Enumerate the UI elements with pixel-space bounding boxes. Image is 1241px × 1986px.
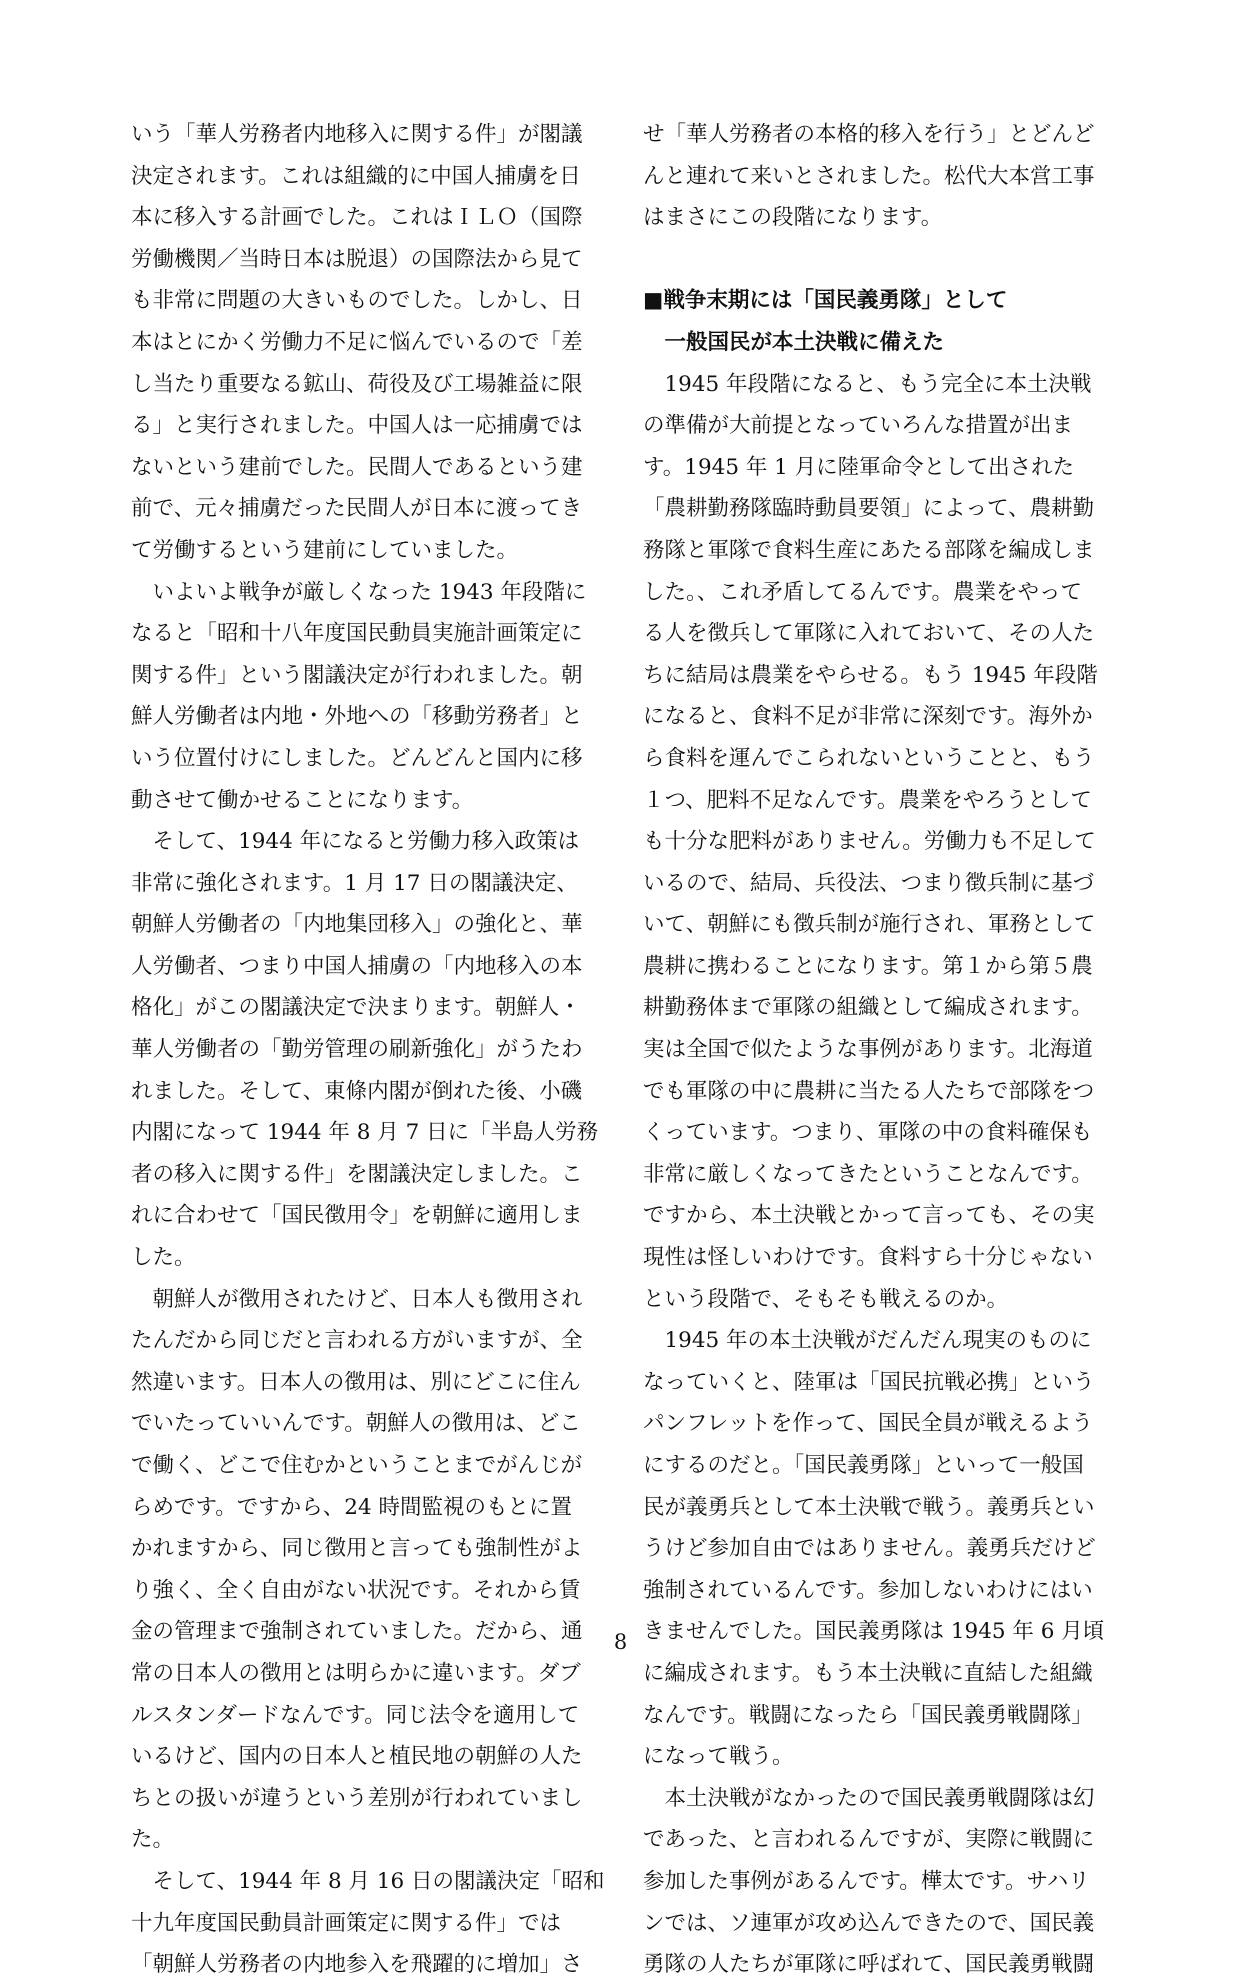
- text-line: 耕勤務体まで軍隊の組織として編成されます。: [643, 995, 1093, 1021]
- text-line: になって戦う。: [643, 1744, 794, 1770]
- text-line: 人労働者、つまり中国人捕虜の「内地移入の本: [131, 953, 583, 979]
- text-line: 動させて働かせることになります。: [131, 787, 474, 813]
- text-line: いて、朝鮮にも徴兵制が施行され、軍務として: [643, 912, 1096, 938]
- text-line: 1945 年段階になると、もう完全に本土決戦: [643, 371, 1092, 397]
- right-column-continuation: [643, 114, 1095, 239]
- text-line: 朝鮮人労働者の「内地集団移入」の強化と、華: [131, 912, 583, 938]
- text-line: そして、1944 年 8 月 16 日の閣議決定「昭和: [131, 1868, 605, 1894]
- text-line: ら食料を運んでこられないということと、もう: [643, 745, 1095, 771]
- text-line: 農耕に携わることになります。第１から第５農: [643, 953, 1093, 979]
- page-number: 8: [613, 1630, 628, 1654]
- section-heading-line-1: ■戦争末期には「国民義勇隊」として: [643, 288, 1008, 314]
- text-line: なると「昭和十八年度国民動員実施計画策定に: [131, 621, 583, 647]
- text-line: ちとの扱いが違うという差別が行われていまし: [131, 1785, 583, 1811]
- text-line: 務隊と軍隊で食料生産にあたる部隊を編成しま: [643, 537, 1095, 563]
- text-line: 実は全国で似たような事例があります。北海道: [643, 1037, 1093, 1063]
- text-line: 鮮人労働者は内地・外地への「移動労務者」と: [131, 704, 583, 730]
- text-line: ルスタンダードなんです。同じ法令を適用して: [131, 1702, 580, 1728]
- right-column-body: [643, 364, 1105, 1986]
- text-line: 内閣になって 1944 年 8 月 7 日に「半島人労務: [131, 1120, 599, 1146]
- text-line: １つ、肥料不足なんです。農業をやろうとして: [643, 787, 1092, 813]
- text-line: も十分な肥料がありません。労働力も不足して: [643, 829, 1096, 855]
- text-line: 者の移入に関する件」を閣議決定しました。こ: [131, 1161, 583, 1187]
- text-line: ンでは、ソ連軍が攻め込んできたので、国民義: [643, 1910, 1095, 1936]
- text-line: した。、これ矛盾してるんです。農業をやって: [643, 579, 1083, 605]
- text-line: うけど参加自由ではありません。義勇兵だけど: [643, 1536, 1096, 1562]
- text-line: という段階で、そもそも戦えるのか。: [643, 1286, 1009, 1312]
- text-line: なんです。戦闘になったら「国民義勇戦闘隊」: [643, 1702, 1093, 1728]
- text-line: 参加した事例があるんです。樺太です。サハリ: [643, 1868, 1090, 1894]
- text-line: れました。そして、東條内閣が倒れた後、小磯: [131, 1078, 583, 1104]
- text-line: 「農耕勤務隊臨時動員要領」によって、農耕勤: [643, 496, 1095, 522]
- text-line: かれますから、同じ徴用と言っても強制性がよ: [131, 1536, 583, 1562]
- text-line: パンフレットを作って、国民全員が戦えるよう: [643, 1411, 1093, 1437]
- text-line: きませんでした。国民義勇隊は 1945 年 6 月頃: [643, 1619, 1105, 1645]
- text-line: れに合わせて「国民徴用令」を朝鮮に適用しま: [131, 1203, 583, 1229]
- text-line: 前で、元々捕虜だった民間人が日本に渡ってき: [131, 496, 583, 522]
- text-line: 十九年度国民動員計画策定に関する件」では: [131, 1910, 562, 1936]
- text-line: 非常に厳しくなってきたということなんです。: [643, 1161, 1093, 1187]
- text-line: いよいよ戦争が厳しくなった 1943 年段階に: [131, 579, 587, 605]
- text-line: 1945 年の本土決戦がだんだん現実のものに: [643, 1328, 1092, 1354]
- text-line: 強制されているんです。参加しないわけにはい: [643, 1577, 1093, 1603]
- section-heading-line-2: 一般国民が本土決戦に備えた: [643, 329, 945, 355]
- text-line: ないという建前でした。民間人であるという建: [131, 454, 583, 480]
- text-line: でも軍隊の中に農耕に当たる人たちで部隊をつ: [643, 1078, 1095, 1104]
- text-line: の準備が大前提となっていろんな措置が出ま: [643, 413, 1074, 439]
- text-line: いるけど、国内の日本人と植民地の朝鮮の人た: [131, 1744, 583, 1770]
- text-line: 本土決戦がなかったので国民義勇戦闘隊は幻: [643, 1785, 1095, 1811]
- text-line: 労働機関／当時日本は脱退）の国際法から見て: [131, 246, 583, 272]
- text-line: 常の日本人の徴用とは明らかに違います。ダブ: [131, 1660, 581, 1686]
- text-line: した。: [131, 1245, 196, 1271]
- text-line: 本に移入する計画でした。これはＩＬＯ（国際: [131, 205, 583, 231]
- text-line: に編成されます。もう本土決戦に直結した組織: [643, 1660, 1093, 1686]
- text-line: でいたっていいんです。朝鮮人の徴用は、どこ: [131, 1411, 581, 1437]
- text-line: いるので、結局、兵役法、つまり徴兵制に基づ: [643, 870, 1095, 896]
- text-line: す。1945 年 1 月に陸軍命令として出された: [643, 454, 1075, 480]
- text-line: ちに結局は農業をやらせる。もう 1945 年段階: [643, 662, 1098, 688]
- text-line: 金の管理まで強制されていました。だから、通: [131, 1619, 583, 1645]
- text-line: たんだから同じだと言われる方がいますが、全: [131, 1328, 583, 1354]
- text-line: そして、1944 年になると労働力移入政策は: [131, 829, 580, 855]
- text-line: 朝鮮人が徴用されたけど、日本人も徴用され: [131, 1286, 583, 1312]
- text-line: ですから、本土決戦とかって言っても、その実: [643, 1203, 1095, 1229]
- text-line: で働く、どこで住むかということまでがんじが: [131, 1453, 583, 1478]
- text-line: し当たり重要なる鉱山、荷役及び工場雑益に限: [131, 371, 583, 397]
- text-line: にするのだと。「国民義勇隊」といって一般国: [643, 1453, 1084, 1478]
- left-text-column: [131, 114, 605, 1986]
- text-line: て労働するという建前にしていました。: [131, 537, 519, 563]
- text-line: 勇隊の人たちが軍隊に呼ばれて、国民義勇戦闘: [643, 1952, 1095, 1978]
- text-line: なっていくと、陸軍は「国民抗戦必携」という: [643, 1369, 1095, 1395]
- text-line: る」と実行されました。中国人は一応捕虜では: [131, 413, 583, 439]
- text-line: 本はとにかく労働力不足に悩んでいるので「差: [131, 329, 583, 355]
- text-line: 関する件」という閣議決定が行われました。朝: [131, 662, 583, 688]
- text-line: んと連れて来いとされました。松代大本営工事: [643, 163, 1095, 189]
- text-line: はまさにこの段階になります。: [643, 205, 943, 231]
- right-text-column: [643, 114, 1105, 1986]
- text-line: になると、食料不足が非常に深刻です。海外か: [643, 704, 1093, 730]
- text-line: いう「華人労務者内地移入に関する件」が閣議: [131, 122, 583, 147]
- text-line: も非常に問題の大きいものでした。しかし、日: [131, 288, 583, 314]
- text-line: いう位置付けにしました。どんどんと国内に移: [131, 745, 583, 771]
- text-line: 現性は怪しいわけです。食料すら十分じゃない: [643, 1245, 1093, 1271]
- text-line: であった、と言われるんですが、実際に戦闘に: [643, 1827, 1095, 1853]
- text-line: る人を徴兵して軍隊に入れておいて、その人た: [643, 621, 1095, 647]
- text-line: らめです。ですから、24 時間監視のもとに置: [131, 1494, 572, 1520]
- text-line: くっています。つまり、軍隊の中の食料確保も: [643, 1120, 1093, 1146]
- text-line: 非常に強化されます。1 月 17 日の閣議決定、: [131, 870, 578, 896]
- text-line: せ「華人労務者の本格的移入を行う」とどんど: [643, 122, 1095, 147]
- text-line: た。: [131, 1827, 175, 1853]
- paragraph-spacer: [643, 239, 1095, 281]
- text-line: 決定されます。これは組織的に中国人捕虜を日: [131, 163, 581, 189]
- text-line: 然違います。日本人の徴用は、別にどこに住ん: [131, 1369, 581, 1395]
- text-line: 格化」がこの閣議決定で決まります。朝鮮人・: [131, 995, 581, 1021]
- text-line: 「朝鮮人労務者の内地参入を飛躍的に増加」さ: [131, 1952, 583, 1978]
- text-line: り強く、全く自由がない状況です。それから賃: [131, 1577, 581, 1603]
- text-line: 民が義勇兵として本土決戦で戦う。義勇兵とい: [643, 1494, 1095, 1520]
- text-line: 華人労働者の「勤労管理の刷新強化」がうたわ: [131, 1037, 583, 1063]
